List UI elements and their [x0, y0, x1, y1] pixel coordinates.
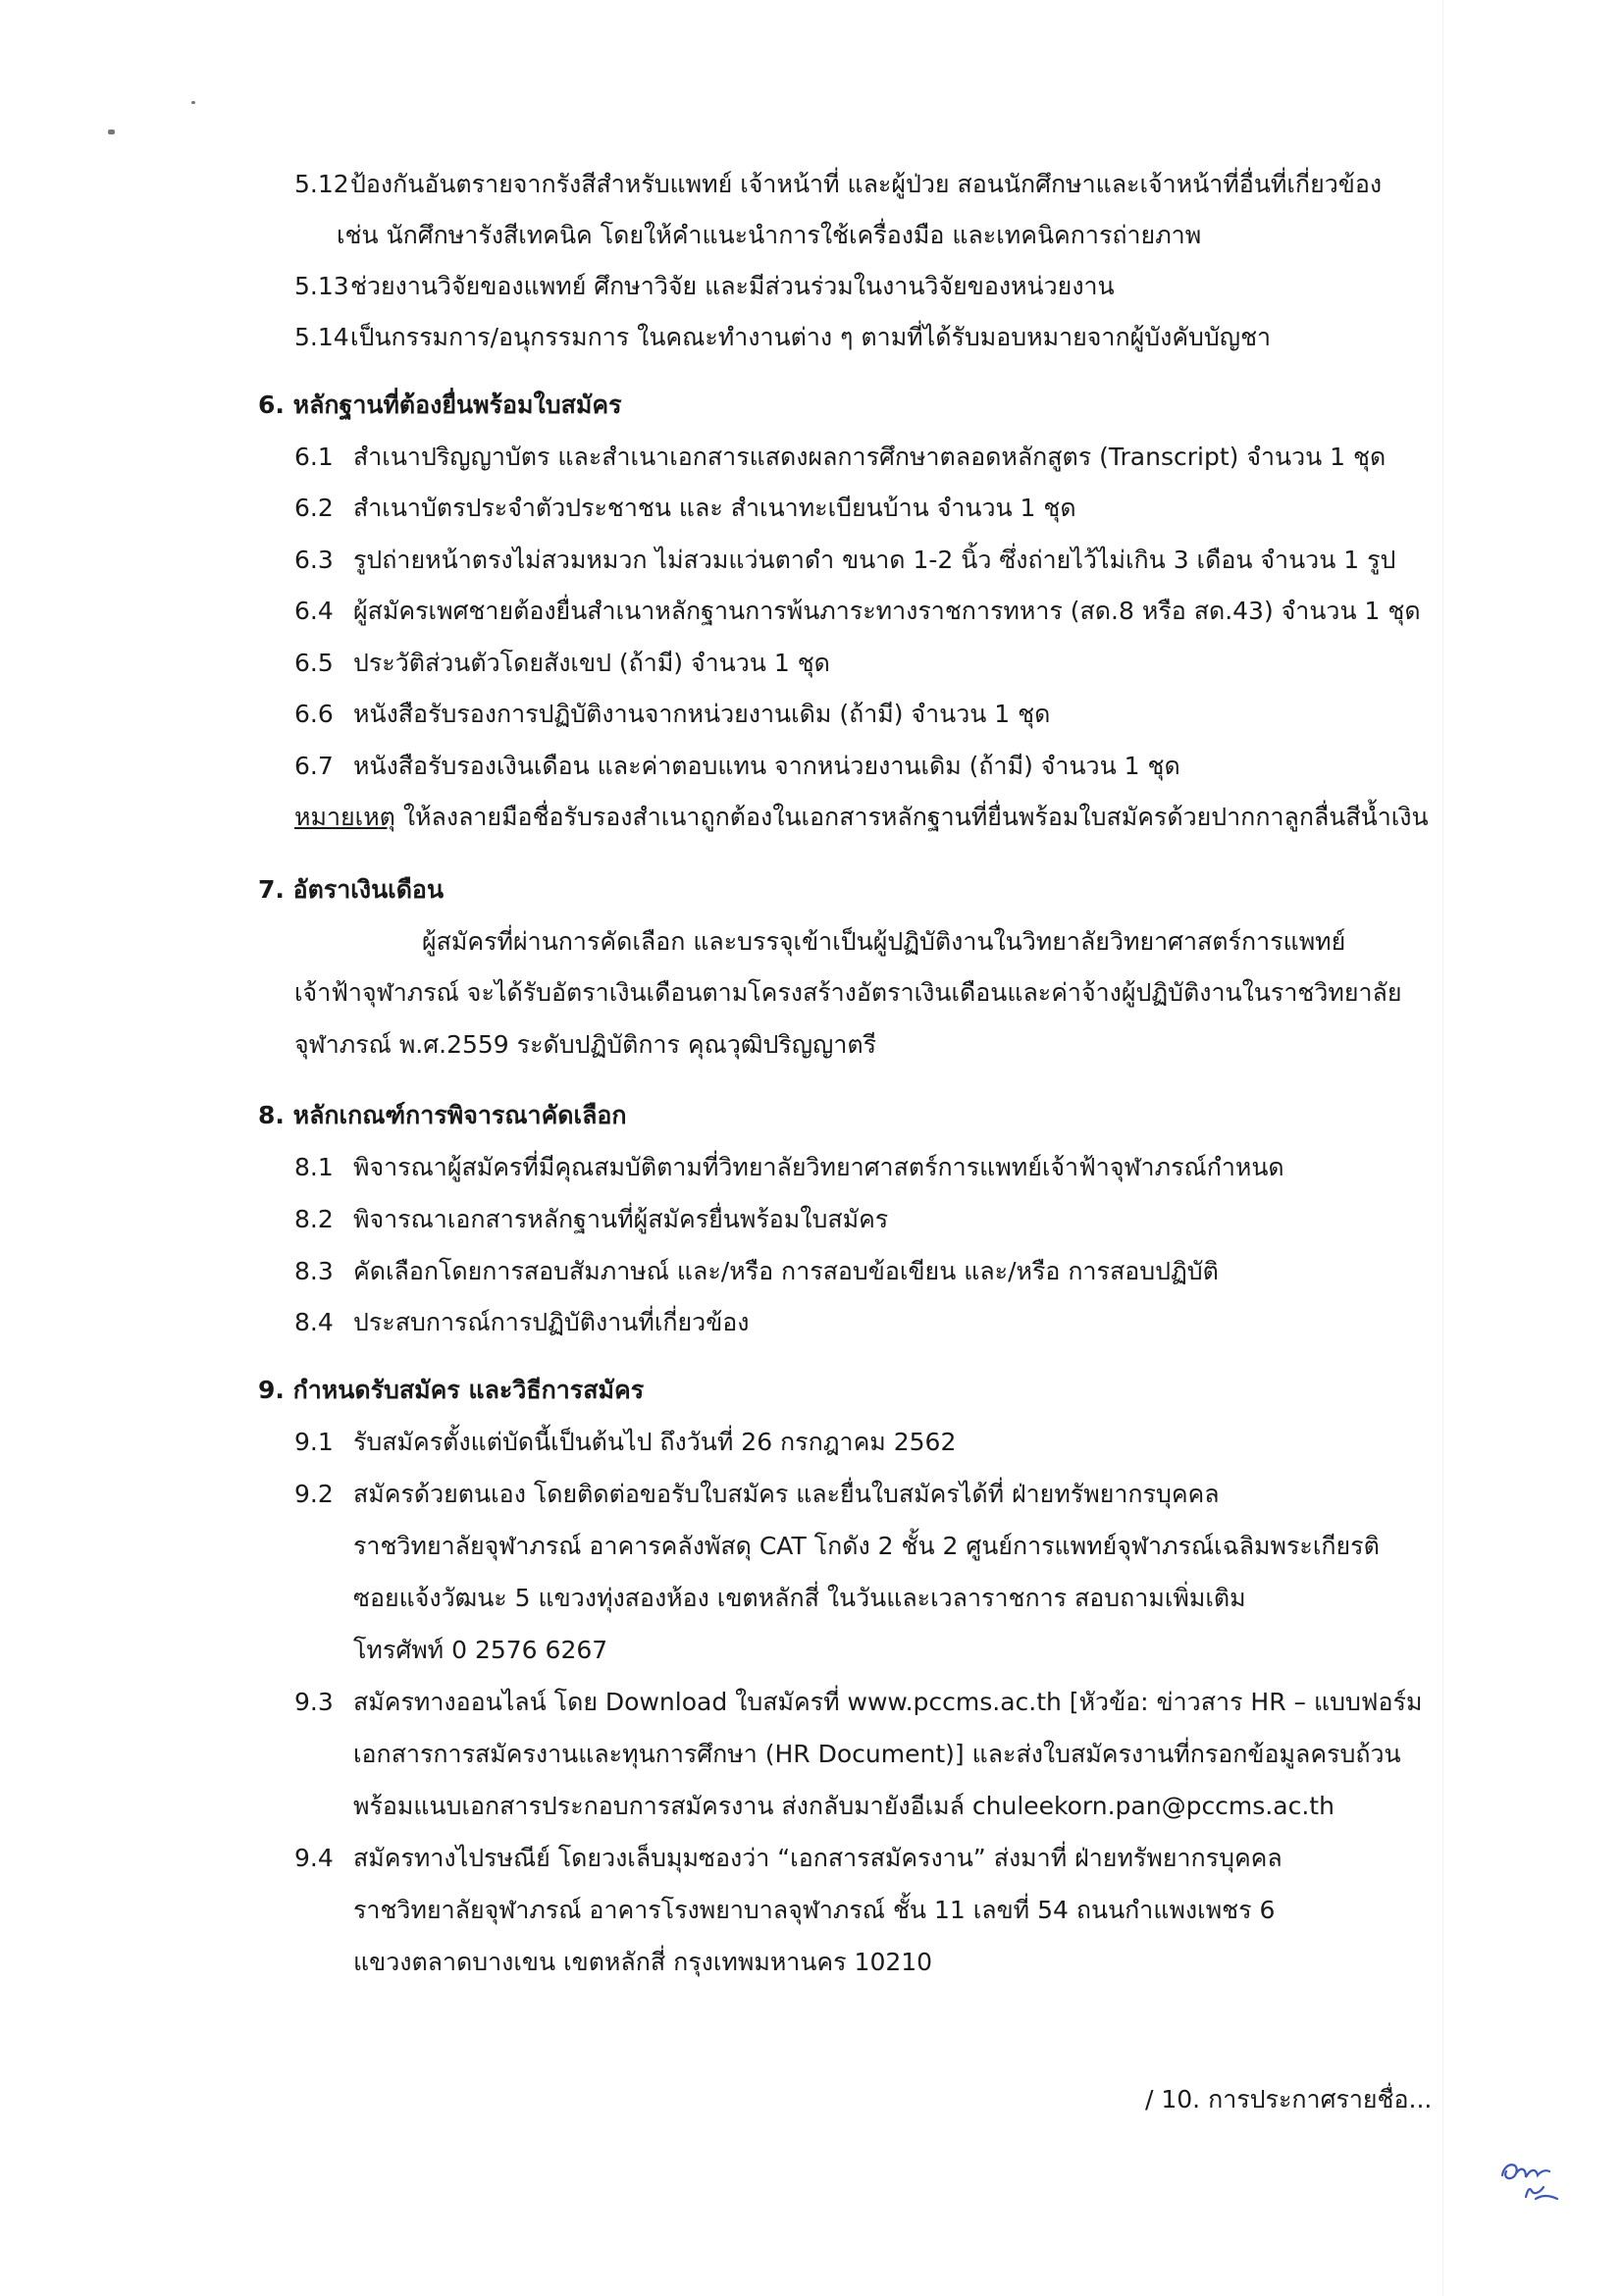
item-text: ประสบการณ์การปฏิบัติงานที่เกี่ยวข้อง — [353, 1308, 750, 1336]
item-text: สมัครทางไปรษณีย์ โดยวงเล็บมุมซองว่า “เอกสารสมัครงาน” ส่งมาที่ ฝ่ายทรัพยากรบุคคล — [353, 1844, 1283, 1872]
item-number: 5.12 — [294, 170, 349, 198]
paragraph-line: จุฬาภรณ์ พ.ศ.2559 ระดับปฏิบัติการ คุณวุฒิปริญญาตรี — [294, 1030, 877, 1059]
page-continuation: / 10. การประกาศรายชื่อ... — [1145, 2085, 1433, 2113]
item-text: คัดเลือกโดยการสอบสัมภาษณ์ และ/หรือ การสอบข้อเขียน และ/หรือ การสอบปฏิบัติ — [353, 1257, 1219, 1285]
item-text: สำเนาบัตรประจำตัวประชาชน และ สำเนาทะเบียนบ้าน จำนวน 1 ชุด — [353, 494, 1076, 522]
item-number: 8.4 — [294, 1308, 334, 1336]
item-text: หนังสือรับรองเงินเดือน และค่าตอบแทน จากหน่วยงานเดิม (ถ้ามี) จำนวน 1 ชุด — [353, 752, 1180, 780]
item-text: พิจารณาเอกสารหลักฐานที่ผู้สมัครยื่นพร้อมใบสมัคร — [353, 1205, 889, 1233]
item-text-continued: ราชวิทยาลัยจุฬาภรณ์ อาคารคลังพัสดุ CAT โกดัง 2 ชั้น 2 ศูนย์การแพทย์จุฬาภรณ์เฉลิมพระเกียรติ — [353, 1532, 1380, 1560]
item-number: 6.3 — [294, 546, 334, 574]
item-number: 5.14 — [294, 323, 349, 351]
scan-speck — [108, 130, 115, 134]
item-text-continued: แขวงตลาดบางเขน เขตหลักสี่ กรุงเทพมหานคร 10210 — [353, 1948, 933, 1976]
item-text: พิจารณาผู้สมัครที่มีคุณสมบัติตามที่วิทยาลัยวิทยาศาสตร์การแพทย์เจ้าฟ้าจุฬาภรณ์กำหนด — [353, 1153, 1284, 1181]
item-number: 6.2 — [294, 494, 334, 522]
section-heading: 9. กำหนดรับสมัคร และวิธีการสมัคร — [258, 1376, 645, 1404]
item-text: ประวัติส่วนตัวโดยสังเขป (ถ้ามี) จำนวน 1 ชุด — [353, 649, 830, 677]
item-number: 6.6 — [294, 700, 334, 728]
item-text: สมัครทางออนไลน์ โดย Download ใบสมัครที่ www.pccms.ac.th [หัวข้อ: ข่าวสาร HR – แบบฟอร์ม — [353, 1688, 1423, 1716]
paragraph-line: เจ้าฟ้าจุฬาภรณ์ จะได้รับอัตราเงินเดือนตามโครงสร้างอัตราเงินเดือนและค่าจ้างผู้ปฏิบัติงานในราชวิทยาลัย — [294, 978, 1402, 1007]
section-heading: 6. หลักฐานที่ต้องยื่นพร้อมใบสมัคร — [258, 391, 622, 419]
item-number: 6.7 — [294, 752, 334, 780]
item-number: 8.1 — [294, 1153, 334, 1181]
note-text: ให้ลงลายมือชื่อรับรองสำเนาถูกต้องในเอกสารหลักฐานที่ยื่นพร้อมใบสมัครด้วยปากกาลูกลื่นสีน้ำเงิน — [394, 803, 1429, 831]
item-text-continued: โทรศัพท์ 0 2576 6267 — [353, 1636, 608, 1664]
item-text-continued: พร้อมแนบเอกสารประกอบการสมัครงาน ส่งกลับมายังอีเมล์ chuleekorn.pan@pccms.ac.th — [353, 1792, 1335, 1820]
item-text: ช่วยงานวิจัยของแพทย์ ศึกษาวิจัย และมีส่วนร่วมในงานวิจัยของหน่วยงาน — [350, 272, 1115, 300]
item-number: 6.5 — [294, 649, 334, 677]
item-number: 9.3 — [294, 1688, 334, 1716]
item-text: สมัครด้วยตนเอง โดยติดต่อขอรับใบสมัคร และยื่นใบสมัครได้ที่ ฝ่ายทรัพยากรบุคคล — [353, 1480, 1220, 1508]
item-number: 9.2 — [294, 1480, 334, 1508]
item-number: 8.3 — [294, 1257, 334, 1285]
handwritten-initials — [1496, 2154, 1565, 2213]
item-number: 9.1 — [294, 1428, 334, 1456]
section-heading: 7. อัตราเงินเดือน — [258, 875, 445, 904]
section-heading: 8. หลักเกณฑ์การพิจารณาคัดเลือก — [258, 1101, 627, 1129]
item-number: 6.4 — [294, 597, 334, 625]
item-number: 9.4 — [294, 1844, 334, 1872]
item-text-continued: ราชวิทยาลัยจุฬาภรณ์ อาคารโรงพยาบาลจุฬาภรณ์ ชั้น 11 เลขที่ 54 ถนนกำแพงเพชร 6 — [353, 1896, 1276, 1924]
note-label: หมายเหตุ — [294, 803, 395, 831]
item-text-continued: ซอยแจ้งวัฒนะ 5 แขวงทุ่งสองห้อง เขตหลักสี่ ในวันและเวลาราชการ สอบถามเพิ่มเติม — [353, 1584, 1246, 1612]
item-text: รับสมัครตั้งแต่บัดนี้เป็นต้นไป ถึงวันที่ 26 กรกฎาคม 2562 — [353, 1428, 957, 1456]
item-number: 6.1 — [294, 443, 334, 471]
scan-speck — [191, 101, 195, 104]
scan-edge — [1442, 0, 1443, 2296]
item-text: ผู้สมัครเพศชายต้องยื่นสำเนาหลักฐานการพ้นภาระทางราชการทหาร (สด.8 หรือ สด.43) จำนวน 1 ชุด — [353, 597, 1421, 625]
item-text: หนังสือรับรองการปฏิบัติงานจากหน่วยงานเดิม (ถ้ามี) จำนวน 1 ชุด — [353, 700, 1051, 728]
item-number: 5.13 — [294, 272, 349, 300]
paragraph-line: ผู้สมัครที่ผ่านการคัดเลือก และบรรจุเข้าเป็นผู้ปฏิบัติงานในวิทยาลัยวิทยาศาสตร์การแพทย์ — [422, 927, 1346, 956]
item-text-continued: เช่น นักศึกษารังสีเทคนิค โดยให้คำแนะนำการใช้เครื่องมือ และเทคนิคการถ่ายภาพ — [337, 221, 1202, 249]
item-number: 8.2 — [294, 1205, 334, 1233]
item-text: สำเนาปริญญาบัตร และสำเนาเอกสารแสดงผลการศึกษาตลอดหลักสูตร (Transcript) จำนวน 1 ชุด — [353, 443, 1387, 471]
note — [294, 803, 1429, 832]
item-text: เป็นกรรมการ/อนุกรรมการ ในคณะทำงานต่าง ๆ ตามที่ได้รับมอบหมายจากผู้บังคับบัญชา — [350, 323, 1272, 351]
item-text-continued: เอกสารการสมัครงานและทุนการศึกษา (HR Document)] และส่งใบสมัครงานที่กรอกข้อมูลครบถ้วน — [353, 1740, 1401, 1768]
item-text: ป้องกันอันตรายจากรังสีสำหรับแพทย์ เจ้าหน้าที่ และผู้ป่วย สอนนักศึกษาและเจ้าหน้าที่อื่นที่เกี่ยวข้อง — [350, 170, 1383, 198]
item-text: รูปถ่ายหน้าตรงไม่สวมหมวก ไม่สวมแว่นตาดำ ขนาด 1-2 นิ้ว ซึ่งถ่ายไว้ไม่เกิน 3 เดือน จำนวน 1 รูป — [353, 546, 1396, 574]
